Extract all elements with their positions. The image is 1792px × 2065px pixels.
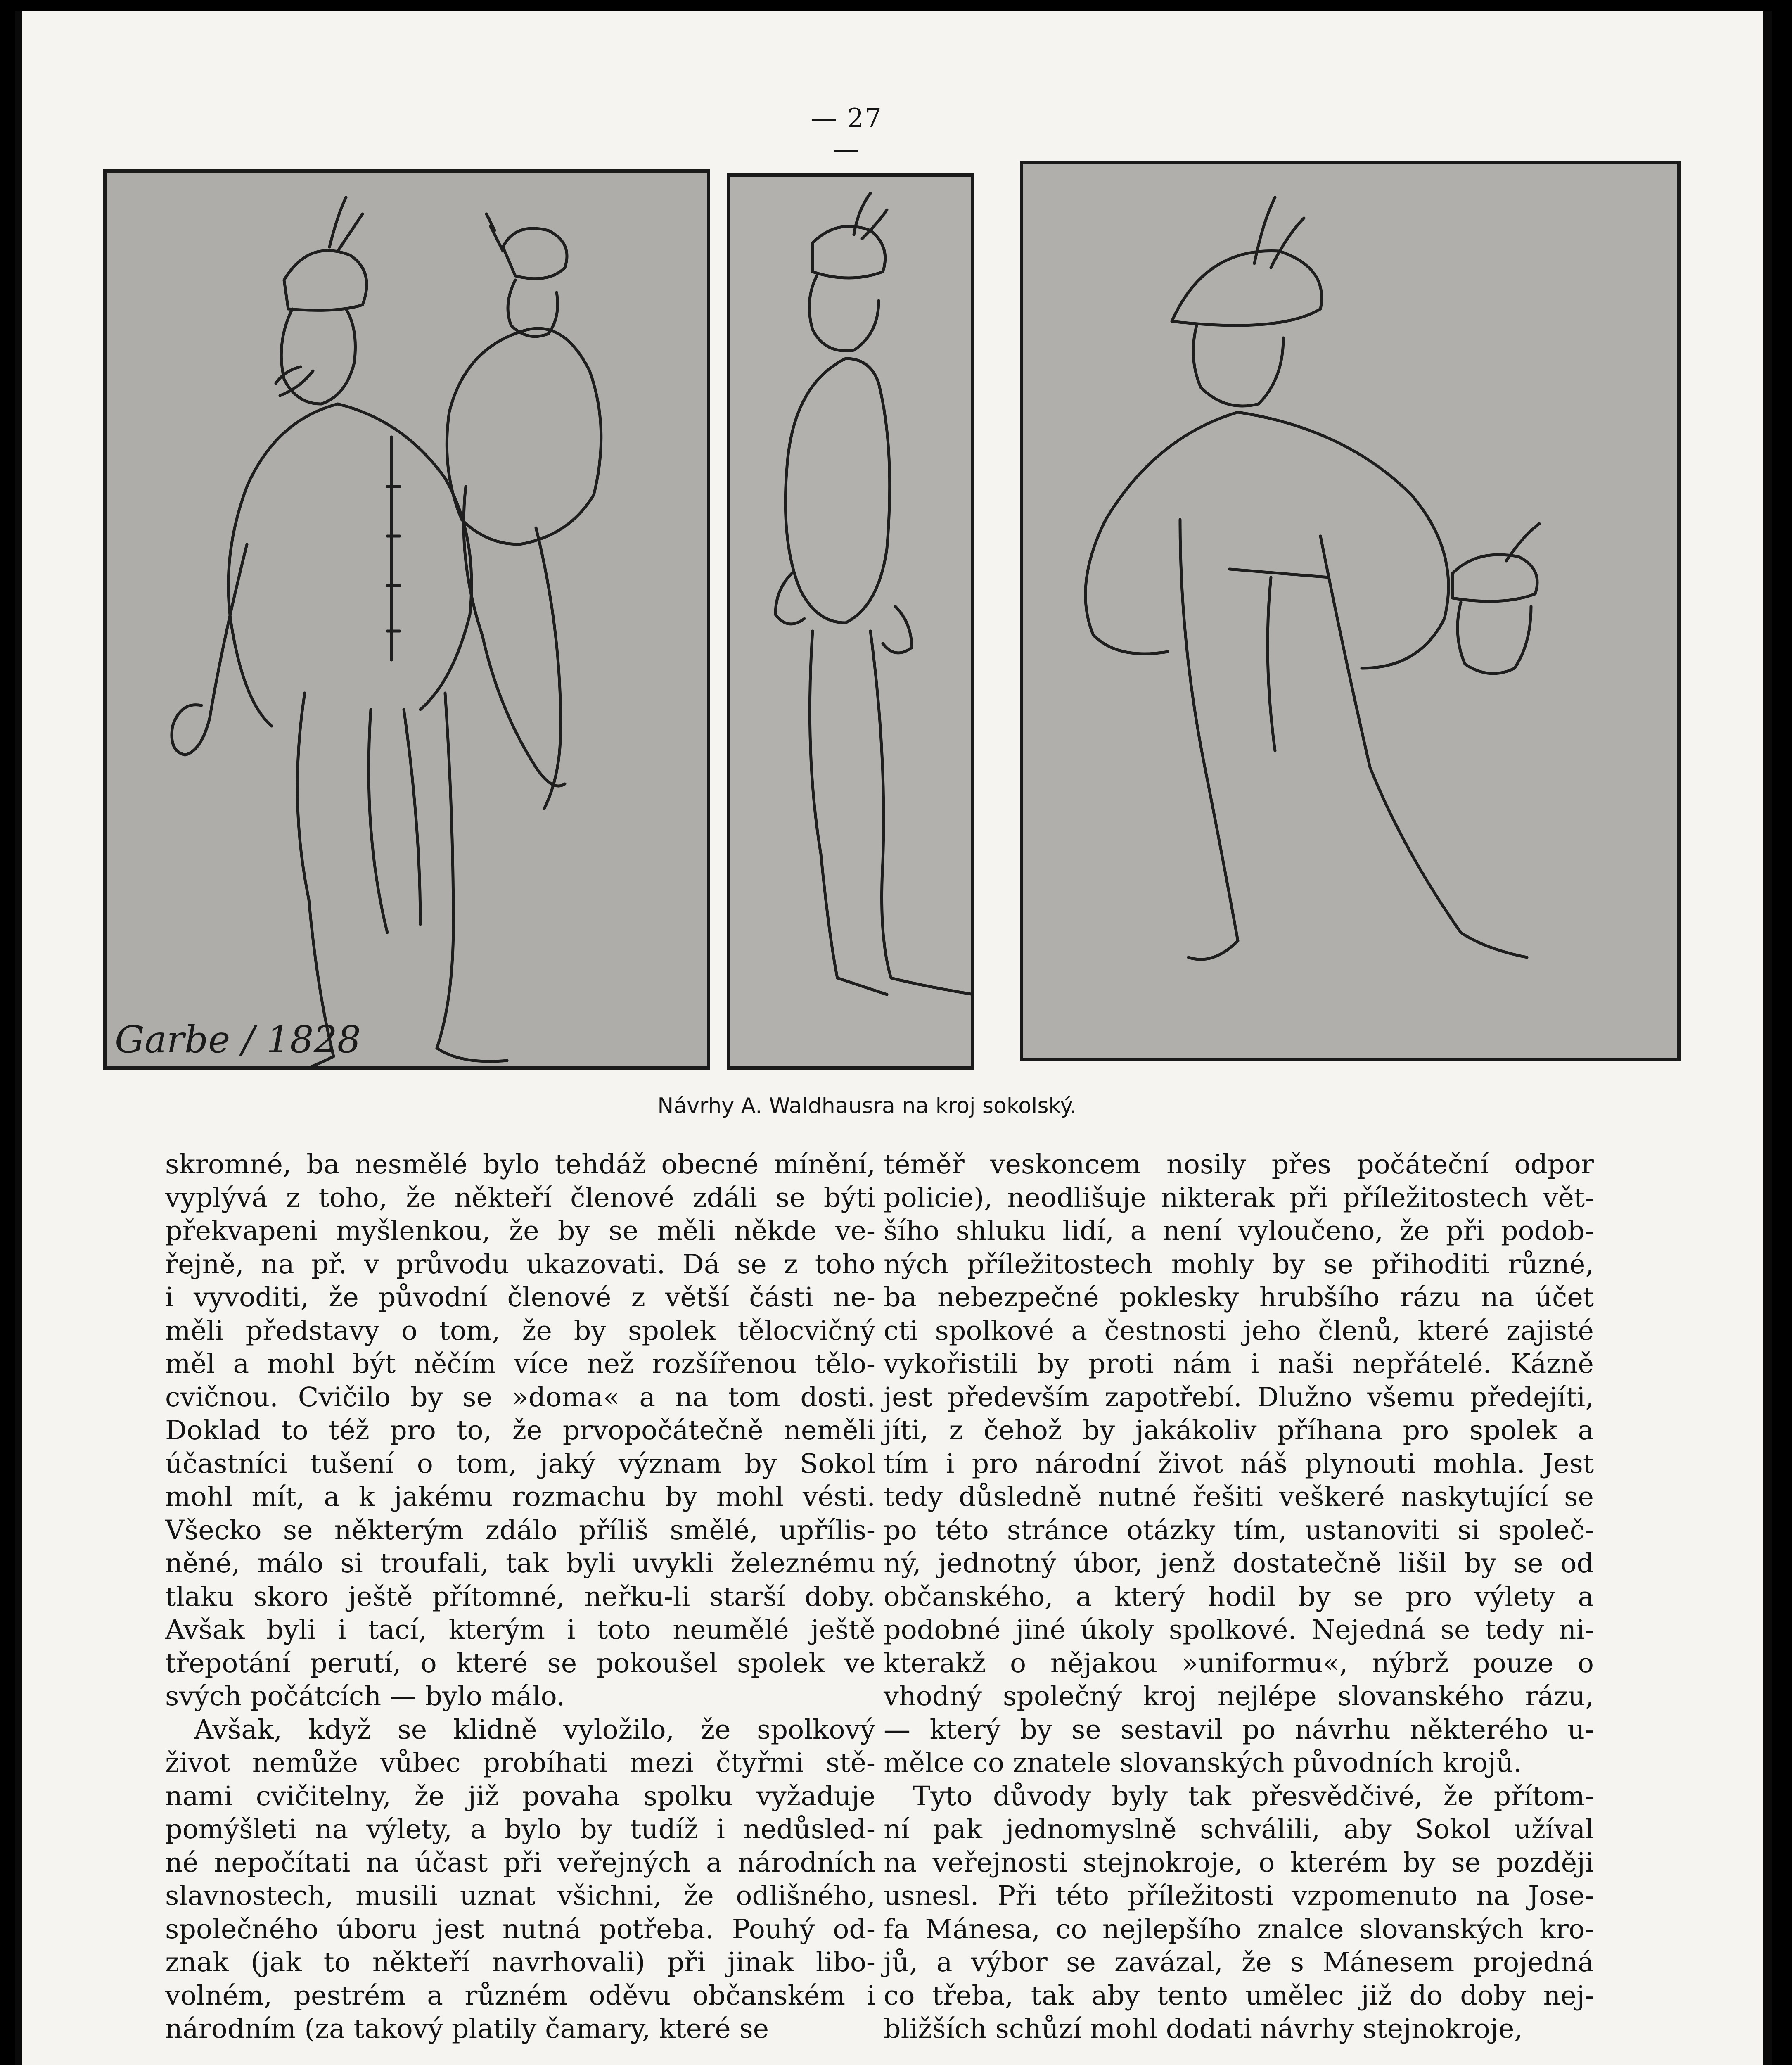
text-line: účastníci tušení o tom, jaký význam by Sokol	[165, 1448, 875, 1479]
text-line: skromné, ba nesmělé bylo tehdáž obecné mínění,	[165, 1149, 875, 1180]
text-line: kterakž o nějakou »uniformu«, nýbrž pouze o	[884, 1647, 1594, 1679]
text-line: vhodný společný kroj nejlépe slovanského rázu,	[884, 1681, 1594, 1712]
sketch-two-figures-drawing	[107, 173, 707, 1066]
text-line: volném, pestrém a různém oděvu občanském i	[165, 1980, 875, 2011]
text-line: život nemůže vůbec probíhati mezi čtyřmi stě-	[165, 1747, 875, 1778]
page-number: — 27 —	[811, 103, 882, 164]
text-line: občanského, a který hodil by se pro výlety a	[884, 1581, 1594, 1612]
text-line: společného úboru jest nutná potřeba. Pouhý od-	[165, 1913, 875, 1945]
text-column-right	[884, 1148, 1594, 2046]
scan-edge-right	[1763, 11, 1772, 2065]
text-line: svých počátcích — bylo málo.	[165, 1681, 565, 1712]
text-line: měl a mohl být něčím více než rozšířenou tělo-	[165, 1348, 875, 1379]
text-line: cti spolkové a čestnosti jeho členů, které zajisté	[884, 1315, 1594, 1346]
text-line: mohl mít, a k jakému rozmachu by mohl vésti.	[165, 1481, 875, 1512]
text-line: slavnostech, musili uznat všichni, že odlišného,	[165, 1880, 875, 1911]
text-line: Doklad to též pro to, že prvopočátečně neměli	[165, 1415, 875, 1446]
text-line: vykořistili by proti nám i naši nepřátelé. Kázně	[884, 1348, 1594, 1379]
text-line: něné, málo si troufali, tak byli uvykli železnému	[165, 1548, 875, 1579]
sketch-profile-figure-drawing	[730, 177, 971, 1066]
text-line: podobné jiné úkoly spolkové. Nejedná se tedy ni-	[884, 1614, 1594, 1645]
artist-signature: Garbe / 1828	[115, 1018, 361, 1061]
text-line: mělce co znatele slovanských původních krojů.	[884, 1747, 1522, 1778]
text-line: tlaku skoro ještě přítomné, neřku-li starší doby.	[165, 1581, 875, 1612]
text-line: znak (jak to někteří navrhovali) při jinak libo-	[165, 1947, 875, 1978]
text-line: překvapeni myšlenkou, že by se měli někde ve-	[165, 1215, 875, 1246]
text-line: ba nebezpečné poklesky hrubšího rázu na účet	[884, 1282, 1594, 1313]
sketch-two-figures	[103, 169, 710, 1070]
text-line: cvičnou. Cvičilo by se »doma« a na tom dosti.	[165, 1381, 875, 1413]
text-line: né nepočítati na účast při veřejných a národních	[165, 1847, 875, 1878]
text-line: měli představy o tom, že by spolek tělocvičný	[165, 1315, 875, 1346]
text-line: na veřejnosti stejnokroje, o kterém by se později	[884, 1847, 1594, 1878]
text-line: třepotání perutí, o které se pokoušel spolek ve	[165, 1647, 875, 1679]
text-line: policie), neodlišuje nikterak při příležitostech vět-	[884, 1182, 1594, 1213]
sketch-figure-with-hat-drawing	[1023, 164, 1677, 1058]
text-line: jů, a výbor se zavázal, že s Mánesem projedná	[884, 1947, 1594, 1978]
text-line: šího shluku lidí, a není vyloučeno, že při podob-	[884, 1215, 1594, 1246]
text-line: bližších schůzí mohl dodati návrhy stejnokroje,	[884, 2013, 1523, 2044]
sketch-profile-figure	[727, 173, 974, 1070]
text-line: ných příležitostech mohly by se přihoditi různé,	[884, 1248, 1594, 1280]
text-line: co třeba, tak aby tento umělec již do doby nej-	[884, 1980, 1594, 2011]
text-line: řejně, na př. v průvodu ukazovati. Dá se z toho	[165, 1248, 875, 1280]
text-line: Avšak byli i tací, kterým i toto neumělé ještě	[165, 1614, 875, 1645]
text-line: ný, jednotný úbor, jenž dostatečně lišil by se od	[884, 1548, 1594, 1579]
text-line: tím i pro národní život náš plynouti mohla. Jest	[884, 1448, 1594, 1479]
text-line: usnesl. Při této příležitosti vzpomenuto na Jose-	[884, 1880, 1594, 1911]
text-line: ní pak jednomyslně schválili, aby Sokol užíval	[884, 1814, 1594, 1845]
text-line: národním (za takový platily čamary, které se	[165, 2013, 769, 2044]
text-line: vyplývá z toho, že někteří členové zdáli se býti	[165, 1182, 875, 1213]
text-line: pomýšleti na výlety, a bylo by tudíž i nedůsled-	[165, 1814, 875, 1845]
text-line: — který by se sestavil po návrhu některého u-	[884, 1714, 1594, 1745]
text-line: po této stránce otázky tím, ustanoviti si společ-	[884, 1514, 1594, 1546]
scan-edge-left	[15, 11, 22, 2065]
text-line: Tyto důvody byly tak přesvědčivé, že přítom-	[913, 1780, 1594, 1812]
sketch-figure-with-hat	[1020, 161, 1681, 1061]
text-line: Všecko se některým zdálo příliš smělé, upřílis-	[165, 1514, 875, 1546]
text-line: jíti, z čehož by jakákoliv příhana pro spolek a	[884, 1415, 1594, 1446]
text-line: tedy důsledně nutné řešiti veškeré naskytující se	[884, 1481, 1594, 1512]
figure-caption: Návrhy A. Waldhausra na kroj sokolský.	[657, 1094, 1077, 1118]
text-line: fa Mánesa, co nejlepšího znalce slovanských kro-	[884, 1913, 1594, 1945]
text-line: jest především zapotřebí. Dlužno všemu předejíti,	[884, 1381, 1594, 1413]
text-line: téměř veskoncem nosily přes počáteční odpor	[884, 1149, 1594, 1180]
text-column-left	[165, 1148, 875, 2046]
text-line: nami cvičitelny, že již povaha spolku vyžaduje	[165, 1780, 875, 1812]
text-line: Avšak, když se klidně vyložilo, že spolkový	[194, 1714, 875, 1745]
text-line: i vyvoditi, že původní členové z větší části ne-	[165, 1282, 875, 1313]
